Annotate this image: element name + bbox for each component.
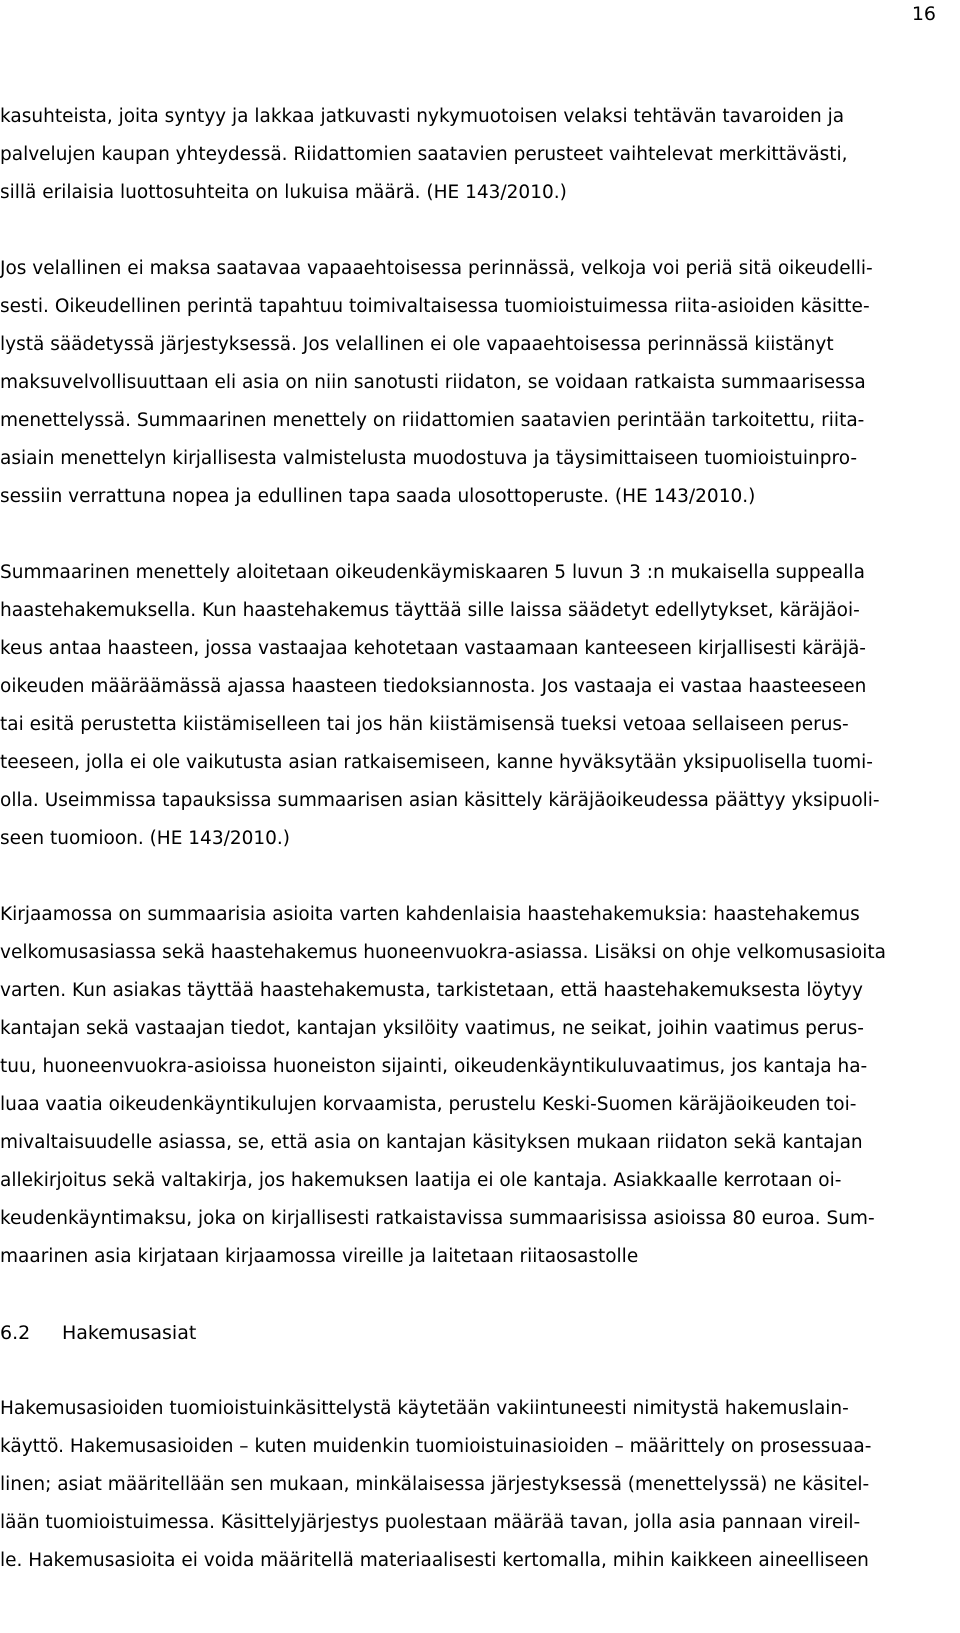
text-line: asiain menettelyn kirjallisesta valmistelusta muodostuva ja täysimittaiseen tuomioistuinpro- [0, 448, 858, 469]
text-line: sillä erilaisia luottosuhteita on lukuisa määrä. (HE 143/2010.) [0, 182, 567, 203]
paragraph [0, 250, 930, 516]
text-line: teeseen, jolla ei ole vaikutusta asian ratkaisemiseen, kanne hyväksytään yksipuolisella tuomi- [0, 752, 873, 773]
text-line: lään tuomioistuimessa. Käsittelyjärjestys puolestaan määrää tavan, jolla asia pannaan vireil- [0, 1512, 861, 1533]
text-line: luaa vaatia oikeudenkäyntikulujen korvaamista, perustelu Keski-Suomen käräjäoikeuden toi- [0, 1094, 857, 1115]
text-line: allekirjoitus sekä valtakirja, jos hakemuksen laatija ei ole kantaja. Asiakkaalle kerrotaan oi- [0, 1170, 842, 1191]
paragraph [0, 1390, 930, 1580]
text-line: keus antaa haasteen, jossa vastaajaa kehotetaan vastaamaan kanteeseen kirjallisesti käräjä- [0, 638, 866, 659]
text-line: sessiin verrattuna nopea ja edullinen tapa saada ulosottoperuste. (HE 143/2010.) [0, 486, 756, 507]
text-line: palvelujen kaupan yhteydessä. Riidattomien saatavien perusteet vaihtelevat merkittävästi, [0, 144, 848, 165]
document-body [0, 98, 930, 1580]
text-line: Summaarinen menettely aloitetaan oikeudenkäymiskaaren 5 luvun 3 :n mukaisella suppealla [0, 562, 865, 583]
text-line: tuu, huoneenvuokra-asioissa huoneiston sijainti, oikeudenkäyntikuluvaatimus, jos kantaja ha- [0, 1056, 868, 1077]
text-line: menettelyssä. Summaarinen menettely on riidattomien saatavien perintään tarkoitettu, riita- [0, 410, 865, 431]
text-line: velkomusasiassa sekä haastehakemus huoneenvuokra-asiassa. Lisäksi on ohje velkomusasioita [0, 942, 886, 963]
section-title: Hakemusasiat [62, 1322, 197, 1344]
text-line: maarinen asia kirjataan kirjaamossa vireille ja laitetaan riitaosastolle [0, 1246, 639, 1267]
text-line: käyttö. Hakemusasioiden – kuten muidenkin tuomioistuinasioiden – määrittely on prosessuaa- [0, 1436, 872, 1457]
page-number: 16 [911, 3, 936, 25]
paragraph [0, 554, 930, 858]
text-line: oikeuden määräämässä ajassa haasteen tiedoksiannosta. Jos vastaaja ei vastaa haasteeseen [0, 676, 867, 697]
text-line: olla. Useimmissa tapauksissa summaarisen asian käsittely käräjäoikeudessa päättyy yksipuoli- [0, 790, 880, 811]
paragraph [0, 896, 930, 1276]
text-line: seen tuomioon. (HE 143/2010.) [0, 828, 291, 849]
text-line: linen; asiat määritellään sen mukaan, minkälaisessa järjestyksessä (menettelyssä) ne käsitel- [0, 1474, 870, 1495]
section-heading [0, 1314, 930, 1352]
text-line: maksuvelvollisuuttaan eli asia on niin sanotusti riidaton, se voidaan ratkaista summaarisessa [0, 372, 866, 393]
text-line: tai esitä perustetta kiistämiselleen tai jos hän kiistämisensä tueksi vetoaa sellaiseen perus- [0, 714, 849, 735]
text-line: sesti. Oikeudellinen perintä tapahtuu toimivaltaisessa tuomioistuimessa riita-asioiden käsitte- [0, 296, 870, 317]
text-line: keudenkäyntimaksu, joka on kirjallisesti ratkaistavissa summaarisissa asioissa 80 euroa. Sum- [0, 1208, 875, 1229]
text-line: lystä säädetyssä järjestyksessä. Jos velallinen ei ole vapaaehtoisessa perinnässä kiistänyt [0, 334, 834, 355]
text-line: Hakemusasioiden tuomioistuinkäsittelystä käytetään vakiintuneesti nimitystä hakemuslain- [0, 1398, 849, 1419]
paragraph [0, 98, 930, 212]
section-number: 6.2 [0, 1322, 31, 1344]
text-line: Kirjaamossa on summaarisia asioita varten kahdenlaisia haastehakemuksia: haastehakemus [0, 904, 860, 925]
text-line: mivaltaisuudelle asiassa, se, että asia on kantajan käsityksen mukaan riidaton sekä kantajan [0, 1132, 863, 1153]
text-line: haastehakemuksella. Kun haastehakemus täyttää sille laissa säädetyt edellytykset, käräjäoi- [0, 600, 860, 621]
text-line: kantajan sekä vastaajan tiedot, kantajan yksilöity vaatimus, ne seikat, joihin vaatimus perus- [0, 1018, 864, 1039]
text-line: le. Hakemusasioita ei voida määritellä materiaalisesti kertomalla, mihin kaikkeen aineelliseen [0, 1550, 869, 1571]
text-line: Jos velallinen ei maksa saatavaa vapaaehtoisessa perinnässä, velkoja voi periä sitä oikeudelli- [0, 258, 873, 279]
text-line: kasuhteista, joita syntyy ja lakkaa jatkuvasti nykymuotoisen velaksi tehtävän tavaroiden ja [0, 106, 845, 127]
text-line: varten. Kun asiakas täyttää haastehakemusta, tarkistetaan, että haastehakemuksesta löytyy [0, 980, 863, 1001]
